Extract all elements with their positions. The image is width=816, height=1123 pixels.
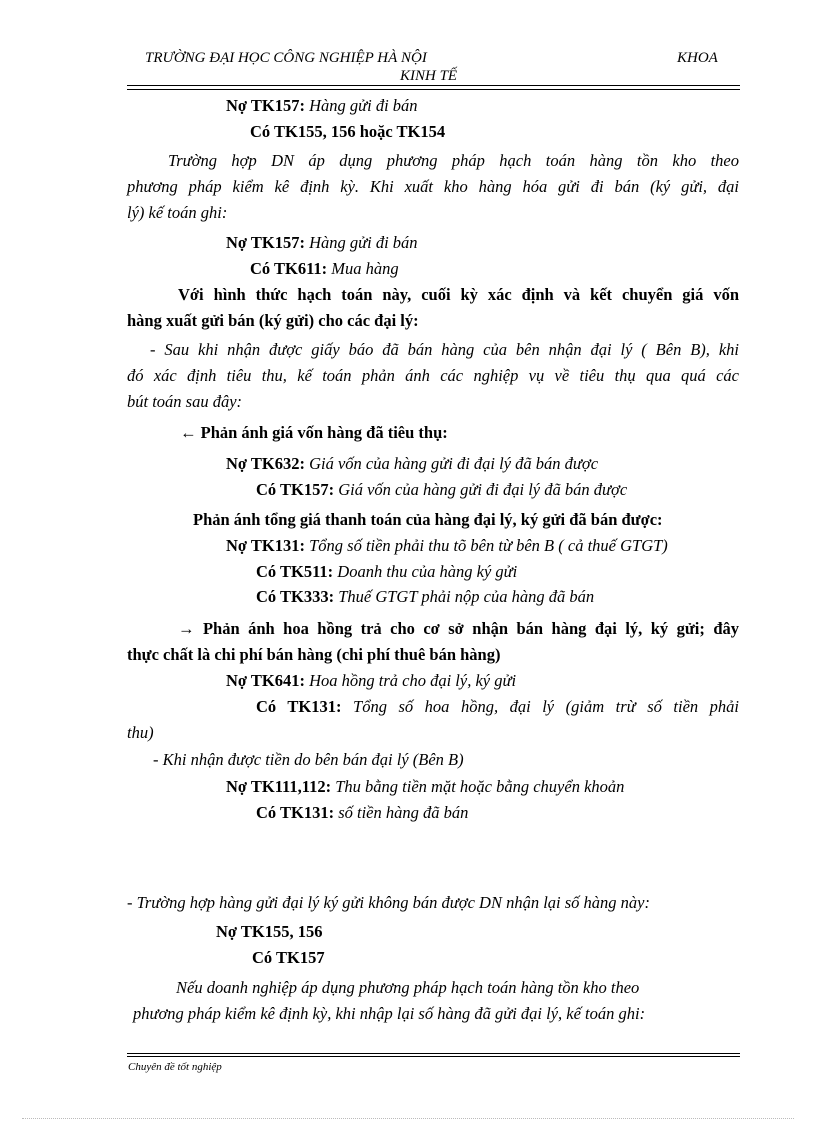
account-code: Nợ TK157: bbox=[226, 233, 305, 252]
paragraph-line: đó xác định tiêu thu, kế toán phản ánh các nghiệp vụ về tiêu thụ qua quá các bbox=[127, 366, 739, 385]
entry-debit-632 bbox=[226, 454, 598, 474]
account-code: Nợ TK111,112: bbox=[226, 777, 332, 796]
paragraph-line: Nếu doanh nghiệp áp dụng phương pháp hạch toán hàng tồn kho theo bbox=[176, 978, 640, 997]
paragraph-line: Trường hợp DN áp dụng phương pháp hạch toán hàng tồn kho theo bbox=[168, 151, 739, 170]
account-desc: Hàng gửi đi bán bbox=[309, 96, 418, 115]
entry-debit-641 bbox=[226, 671, 516, 691]
account-desc: Giá vốn của hàng gửi đi đại lý đã bán được bbox=[309, 454, 599, 473]
paragraph-line: bút toán sau đây: bbox=[127, 392, 243, 411]
account-code: Có TK131: bbox=[256, 697, 342, 716]
footer-text: Chuyên đề tốt nghiệp bbox=[128, 1061, 222, 1073]
footer-rule bbox=[127, 1053, 740, 1054]
account-code: Có TK611: bbox=[250, 259, 328, 278]
account-code: Nợ TK632: bbox=[226, 454, 305, 473]
account-desc: Tổng số tiền phải thu tõ bên từ bên B ( cả thuế GTGT) bbox=[309, 536, 668, 555]
entry-debit-157 bbox=[226, 96, 418, 116]
account-desc: Thu bằng tiền mặt hoặc bằng chuyển khoản bbox=[335, 777, 625, 796]
entry-credit-157: Có TK157 bbox=[252, 948, 325, 967]
footer-rule-2 bbox=[127, 1056, 740, 1057]
entry-credit-511 bbox=[256, 562, 517, 582]
paragraph-line: thu) bbox=[127, 723, 154, 742]
right-arrow-icon: → bbox=[178, 619, 195, 638]
entry-credit-157 bbox=[256, 480, 627, 500]
section-heading-text: Phản ánh giá vốn hàng đã tiêu thụ: bbox=[200, 423, 448, 442]
entry-credit-131 bbox=[256, 803, 468, 823]
entry-credit-611 bbox=[250, 259, 399, 279]
paragraph-line: lý) kế toán ghi: bbox=[127, 203, 228, 222]
account-desc: Hàng gửi đi bán bbox=[309, 233, 418, 252]
paragraph-line: phương pháp kiểm kê định kỳ. Khi xuất kho hàng hóa gửi đi bán (ký gửi, đại bbox=[127, 177, 739, 196]
section-heading-text: Phản ánh hoa hồng trả cho cơ sở nhận bán hàng đại lý, ký gửi; đây bbox=[202, 619, 739, 638]
paragraph-line: Với hình thức hạch toán này, cuối kỳ xác định và kết chuyển giá vốn bbox=[178, 285, 739, 304]
paragraph-line: phương pháp kiểm kê định kỳ, khi nhập lại số hàng đã gửi đại lý, kế toán ghi: bbox=[133, 1004, 646, 1023]
account-desc: Hoa hồng trả cho đại lý, ký gửi bbox=[309, 671, 517, 690]
account-desc: Mua hàng bbox=[331, 259, 399, 278]
entry-credit-131 bbox=[256, 697, 739, 717]
entry-credit-155-156: Có TK155, 156 hoặc TK154 bbox=[250, 122, 446, 141]
account-code: Nợ TK131: bbox=[226, 536, 305, 555]
entry-debit-111-112 bbox=[226, 777, 624, 797]
header-rule-2 bbox=[127, 89, 740, 90]
section-heading-commission bbox=[178, 619, 739, 639]
account-desc: Giá vốn của hàng gửi đi đại lý đã bán được bbox=[338, 480, 628, 499]
entry-debit-155-156: Nợ TK155, 156 bbox=[216, 922, 323, 941]
account-code: Có TK157: bbox=[256, 480, 335, 499]
header-school-name-cont: KINH TẾ bbox=[400, 68, 458, 84]
entry-debit-157 bbox=[226, 233, 418, 253]
paragraph-line: hàng xuất gửi bán (ký gửi) cho các đại lý: bbox=[127, 311, 419, 330]
account-desc: số tiền hàng đã bán bbox=[338, 803, 469, 822]
paragraph-line: thực chất là chi phí bán hàng (chi phí thuê bán hàng) bbox=[127, 645, 501, 664]
left-arrow-icon: ← bbox=[180, 423, 197, 442]
page-edge-divider bbox=[22, 1118, 794, 1119]
account-code: Có TK131: bbox=[256, 803, 335, 822]
entry-credit-333 bbox=[256, 587, 594, 607]
header-school-name: TRƯỜNG ĐẠI HỌC CÔNG NGHIỆP HÀ NỘI bbox=[145, 50, 427, 66]
account-code: Có TK333: bbox=[256, 587, 335, 606]
account-desc: Thuế GTGT phải nộp của hàng đã bán bbox=[338, 587, 595, 606]
account-desc: Tổng số hoa hồng, đại lý (giảm trừ số tiền phải bbox=[353, 697, 740, 716]
account-code: Nợ TK641: bbox=[226, 671, 305, 690]
section-heading-cost bbox=[180, 423, 448, 443]
header-rule bbox=[127, 85, 740, 86]
paragraph-line: - Trường hợp hàng gửi đại lý ký gửi không bán được DN nhận lại số hàng này: bbox=[127, 893, 651, 912]
entry-debit-131 bbox=[226, 536, 668, 556]
section-heading-payment: Phản ánh tổng giá thanh toán của hàng đại lý, ký gửi đã bán được: bbox=[193, 510, 663, 529]
account-code: Có TK511: bbox=[256, 562, 334, 581]
paragraph-line: - Sau khi nhận được giấy báo đã bán hàng của bên nhận đại lý ( Bên B), khi bbox=[150, 340, 739, 359]
header-department: KHOA bbox=[677, 50, 718, 66]
account-desc: Doanh thu của hàng ký gửi bbox=[337, 562, 518, 581]
account-code: Nợ TK157: bbox=[226, 96, 305, 115]
paragraph-line: - Khi nhận được tiền do bên bán đại lý (Bên B) bbox=[153, 750, 464, 769]
